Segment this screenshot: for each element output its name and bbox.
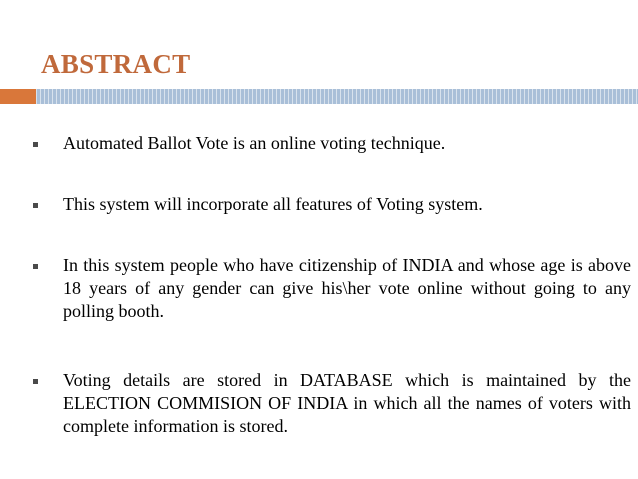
bullet-text: This system will incorporate all features of Voting system. bbox=[63, 194, 483, 214]
square-bullet-icon bbox=[33, 264, 38, 269]
square-bullet-icon bbox=[33, 142, 38, 147]
bullet-text: Automated Ballot Vote is an online voting technique. bbox=[63, 133, 446, 153]
bullet-text: Voting details are stored in DATABASE which is maintained by the ELECTION COMMISION OF INDIA in which all the names of voters with complete information is stored. bbox=[63, 370, 631, 436]
bullet-text: In this system people who have citizenship of INDIA and whose age is above 18 years of any gender can give his\her vote online without going to any polling booth. bbox=[63, 255, 631, 321]
square-bullet-icon bbox=[33, 379, 38, 384]
square-bullet-icon bbox=[33, 203, 38, 208]
slide-title: ABSTRACT bbox=[41, 49, 191, 79]
